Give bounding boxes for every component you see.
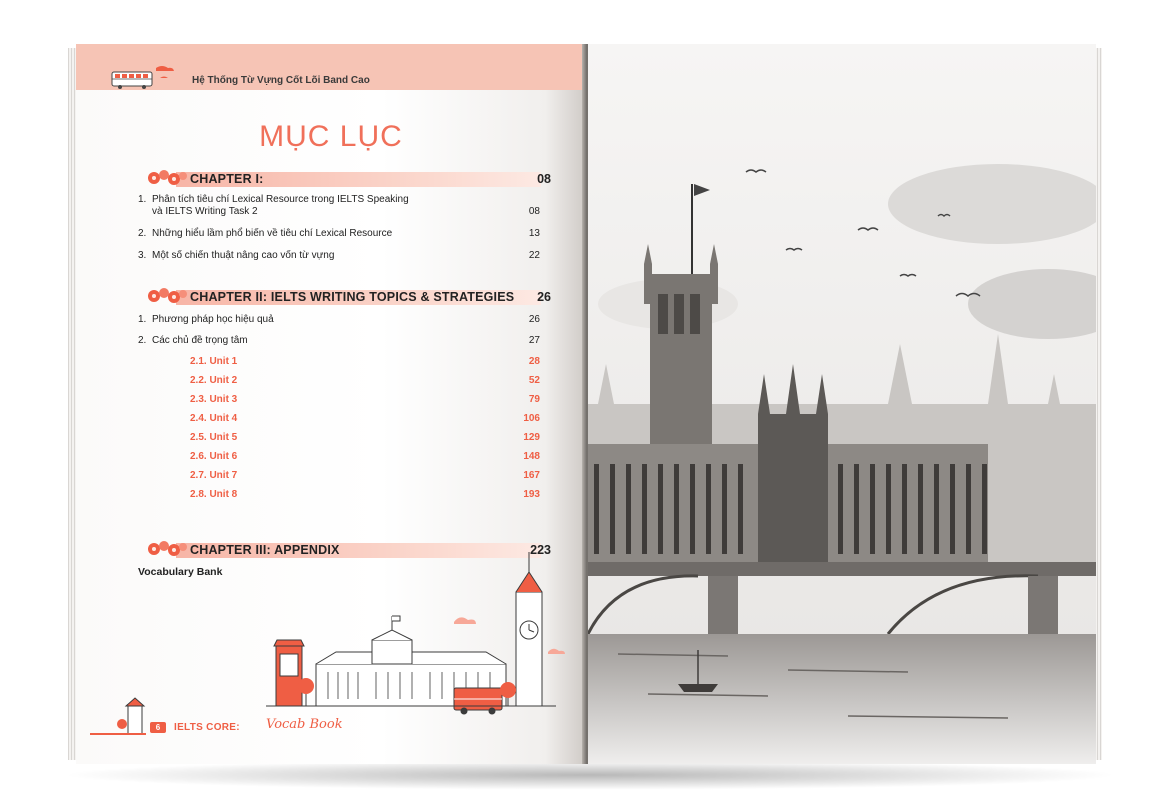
unit-page: 129	[523, 432, 540, 443]
unit-label: 2.2. Unit 2	[190, 375, 238, 386]
page-header-title: Hệ Thống Từ Vựng Cốt Lõi Band Cao	[192, 75, 370, 86]
page-number: 6	[150, 722, 166, 733]
chapter-page: 08	[537, 172, 551, 186]
unit-page: 167	[523, 470, 540, 481]
item-page: 22	[528, 250, 540, 261]
unit-label: 2.3. Unit 3	[190, 394, 238, 405]
unit-label: 2.8. Unit 8	[190, 489, 238, 500]
unit-page: 79	[528, 394, 540, 405]
toc-title: MỤC LỤC	[259, 120, 403, 153]
chapter-title: CHAPTER II: IELTS WRITING TOPICS & STRATEGIES	[190, 290, 515, 304]
item-number: 2.	[138, 335, 147, 346]
item-label: Phân tích tiêu chí Lexical Resource trong IELTS Speaking và IELTS Writing Task 2	[152, 194, 409, 217]
item-page: 27	[528, 335, 540, 346]
unit-page: 193	[523, 489, 540, 500]
unit-page: 106	[523, 413, 540, 424]
item-label: Một số chiến thuật nâng cao vốn từ vựng	[152, 250, 335, 261]
item-label: Các chủ đề trọng tâm	[152, 335, 248, 346]
left-page-table-of-contents	[76, 44, 586, 764]
chapter-title: CHAPTER III: APPENDIX	[190, 543, 340, 557]
unit-label: 2.6. Unit 6	[190, 451, 238, 462]
book-shadow	[60, 760, 1120, 790]
item-number: 2.	[138, 228, 147, 239]
london-skyline-illustration	[76, 44, 586, 764]
unit-label: 2.7. Unit 7	[190, 470, 238, 481]
vocabulary-bank-item[interactable]: Vocabulary Bank	[138, 566, 223, 578]
unit-page: 52	[528, 375, 540, 386]
chapter-page: 26	[537, 290, 551, 304]
footer-brand: IELTS CORE:	[174, 722, 240, 733]
item-number: 1.	[138, 314, 147, 325]
chapter-title: CHAPTER I:	[190, 172, 264, 186]
unit-page: 148	[523, 451, 540, 462]
item-number: 3.	[138, 250, 147, 261]
right-page-illustration	[588, 44, 1096, 764]
item-label: Phương pháp học hiệu quả	[152, 314, 274, 325]
item-page: 13	[528, 228, 540, 239]
unit-label: 2.5. Unit 5	[190, 432, 238, 443]
item-page: 08	[528, 206, 540, 217]
footer-script-logo: Vocab Book	[266, 717, 343, 732]
item-number: 1.	[138, 194, 147, 205]
chapter-page: 223	[530, 543, 551, 557]
item-page: 26	[528, 314, 540, 325]
item-label: Những hiểu lầm phổ biến về tiêu chí Lexical Resource	[152, 228, 393, 239]
unit-page: 28	[528, 356, 540, 367]
unit-label: 2.4. Unit 4	[190, 413, 238, 424]
unit-label: 2.1. Unit 1	[190, 356, 238, 367]
westminster-watercolor-illustration	[588, 44, 1096, 764]
